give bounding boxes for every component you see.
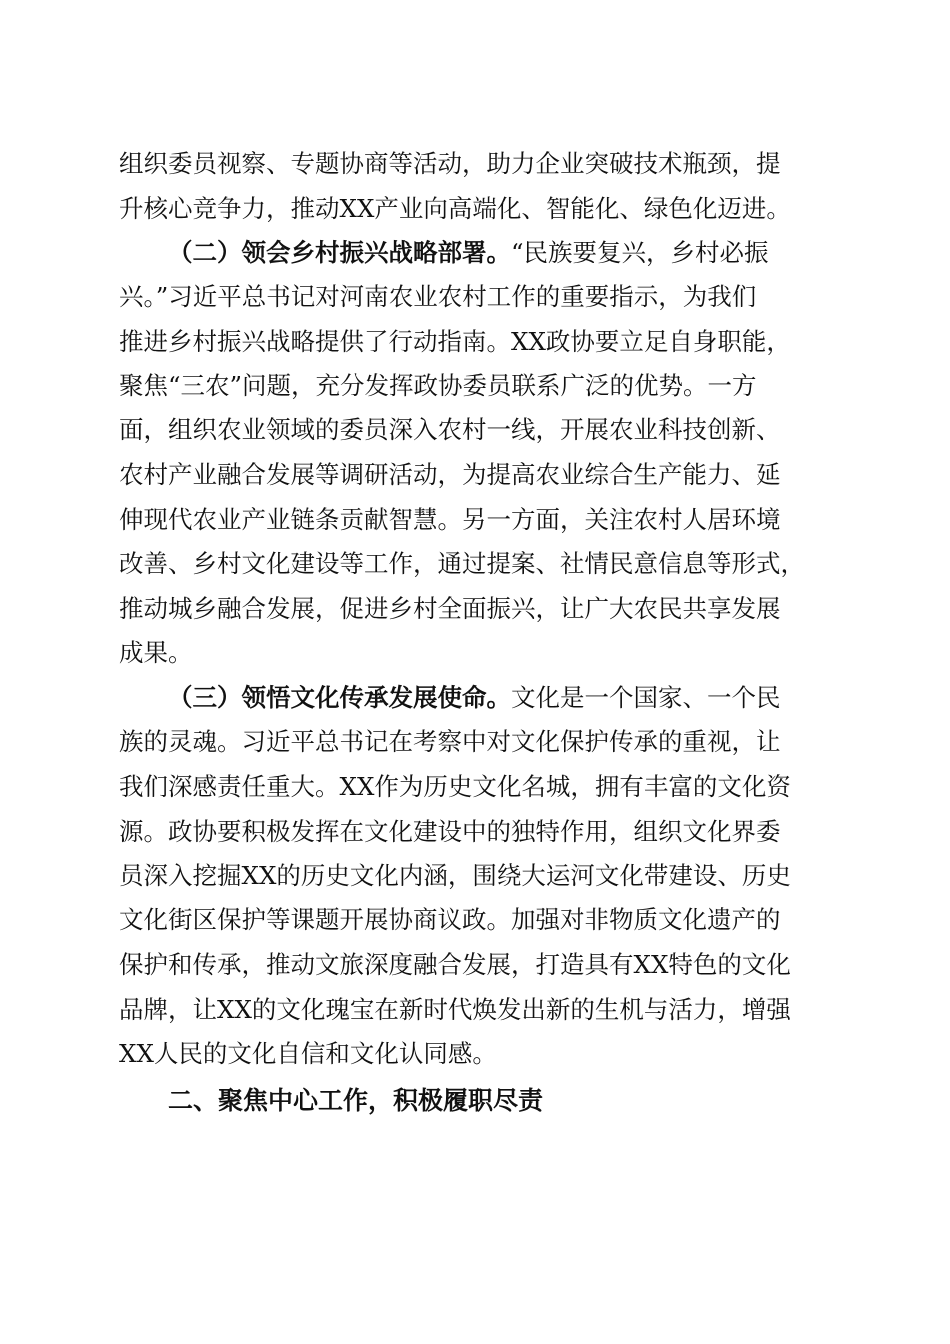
paragraph-first-line [168,236,769,270]
subsection-heading: （二）领会乡村振兴战略部署。 [168,238,511,267]
paragraph-line: 改善、乡村文化建设等工作，通过提案、社情民意信息等形式， [119,549,805,578]
paragraph-line: 推动城乡融合发展，促进乡村全面振兴，让广大农民共享发展 [119,594,781,623]
paragraph-line: 伸现代农业产业链条贡献智慧。另一方面，关注农村人居环境 [119,505,781,534]
paragraph-line: 我们深感责任重大。XX作为历史文化名城，拥有丰富的文化资 [119,772,791,801]
paragraph-line: 组织委员视察、专题协商等活动，助力企业突破技术瓶颈，提 [119,149,781,178]
paragraph-line: XX人民的文化自信和文化认同感。 [119,1039,497,1068]
paragraph-line: 族的灵魂。习近平总书记在考察中对文化保护传承的重视，让 [119,727,781,756]
paragraph-line: 员深入挖掘XX的历史文化内涵，围绕大运河文化带建设、历史 [119,861,791,890]
paragraph-line: 推进乡村振兴战略提供了行动指南。XX政协要立足自身职能， [119,327,791,356]
paragraph-text: “民族要复兴，乡村必振 [511,238,769,267]
paragraph-first-line [168,681,781,715]
paragraph-line: 成果。 [119,638,193,667]
subsection-heading: （三）领悟文化传承发展使命。 [168,683,511,712]
paragraph-line: 农村产业融合发展等调研活动，为提高农业综合生产能力、延 [119,460,781,489]
paragraph-line: 兴。”习近平总书记对河南农业农村工作的重要指示，为我们 [119,282,757,311]
paragraph-line: 源。政协要积极发挥在文化建设中的独特作用，组织文化界委 [119,817,781,846]
paragraph-line: 聚焦“三农”问题，充分发挥政协委员联系广泛的优势。一方 [119,371,757,400]
paragraph-line: 升核心竞争力，推动XX产业向高端化、智能化、绿色化迈进。 [119,194,791,223]
paragraph-line: 文化街区保护等课题开展协商议政。加强对非物质文化遗产的 [119,905,781,934]
paragraph-line: 保护和传承，推动文旅深度融合发展，打造具有XX特色的文化 [119,950,791,979]
paragraph-text: 文化是一个国家、一个民 [511,683,781,712]
paragraph-line: 面，组织农业领域的委员深入农村一线，开展农业科技创新、 [119,415,781,444]
paragraph-line: 品牌，让XX的文化瑰宝在新时代焕发出新的生机与活力，增强 [119,995,791,1024]
section-heading: 二、聚焦中心工作，积极履职尽责 [168,1086,544,1115]
